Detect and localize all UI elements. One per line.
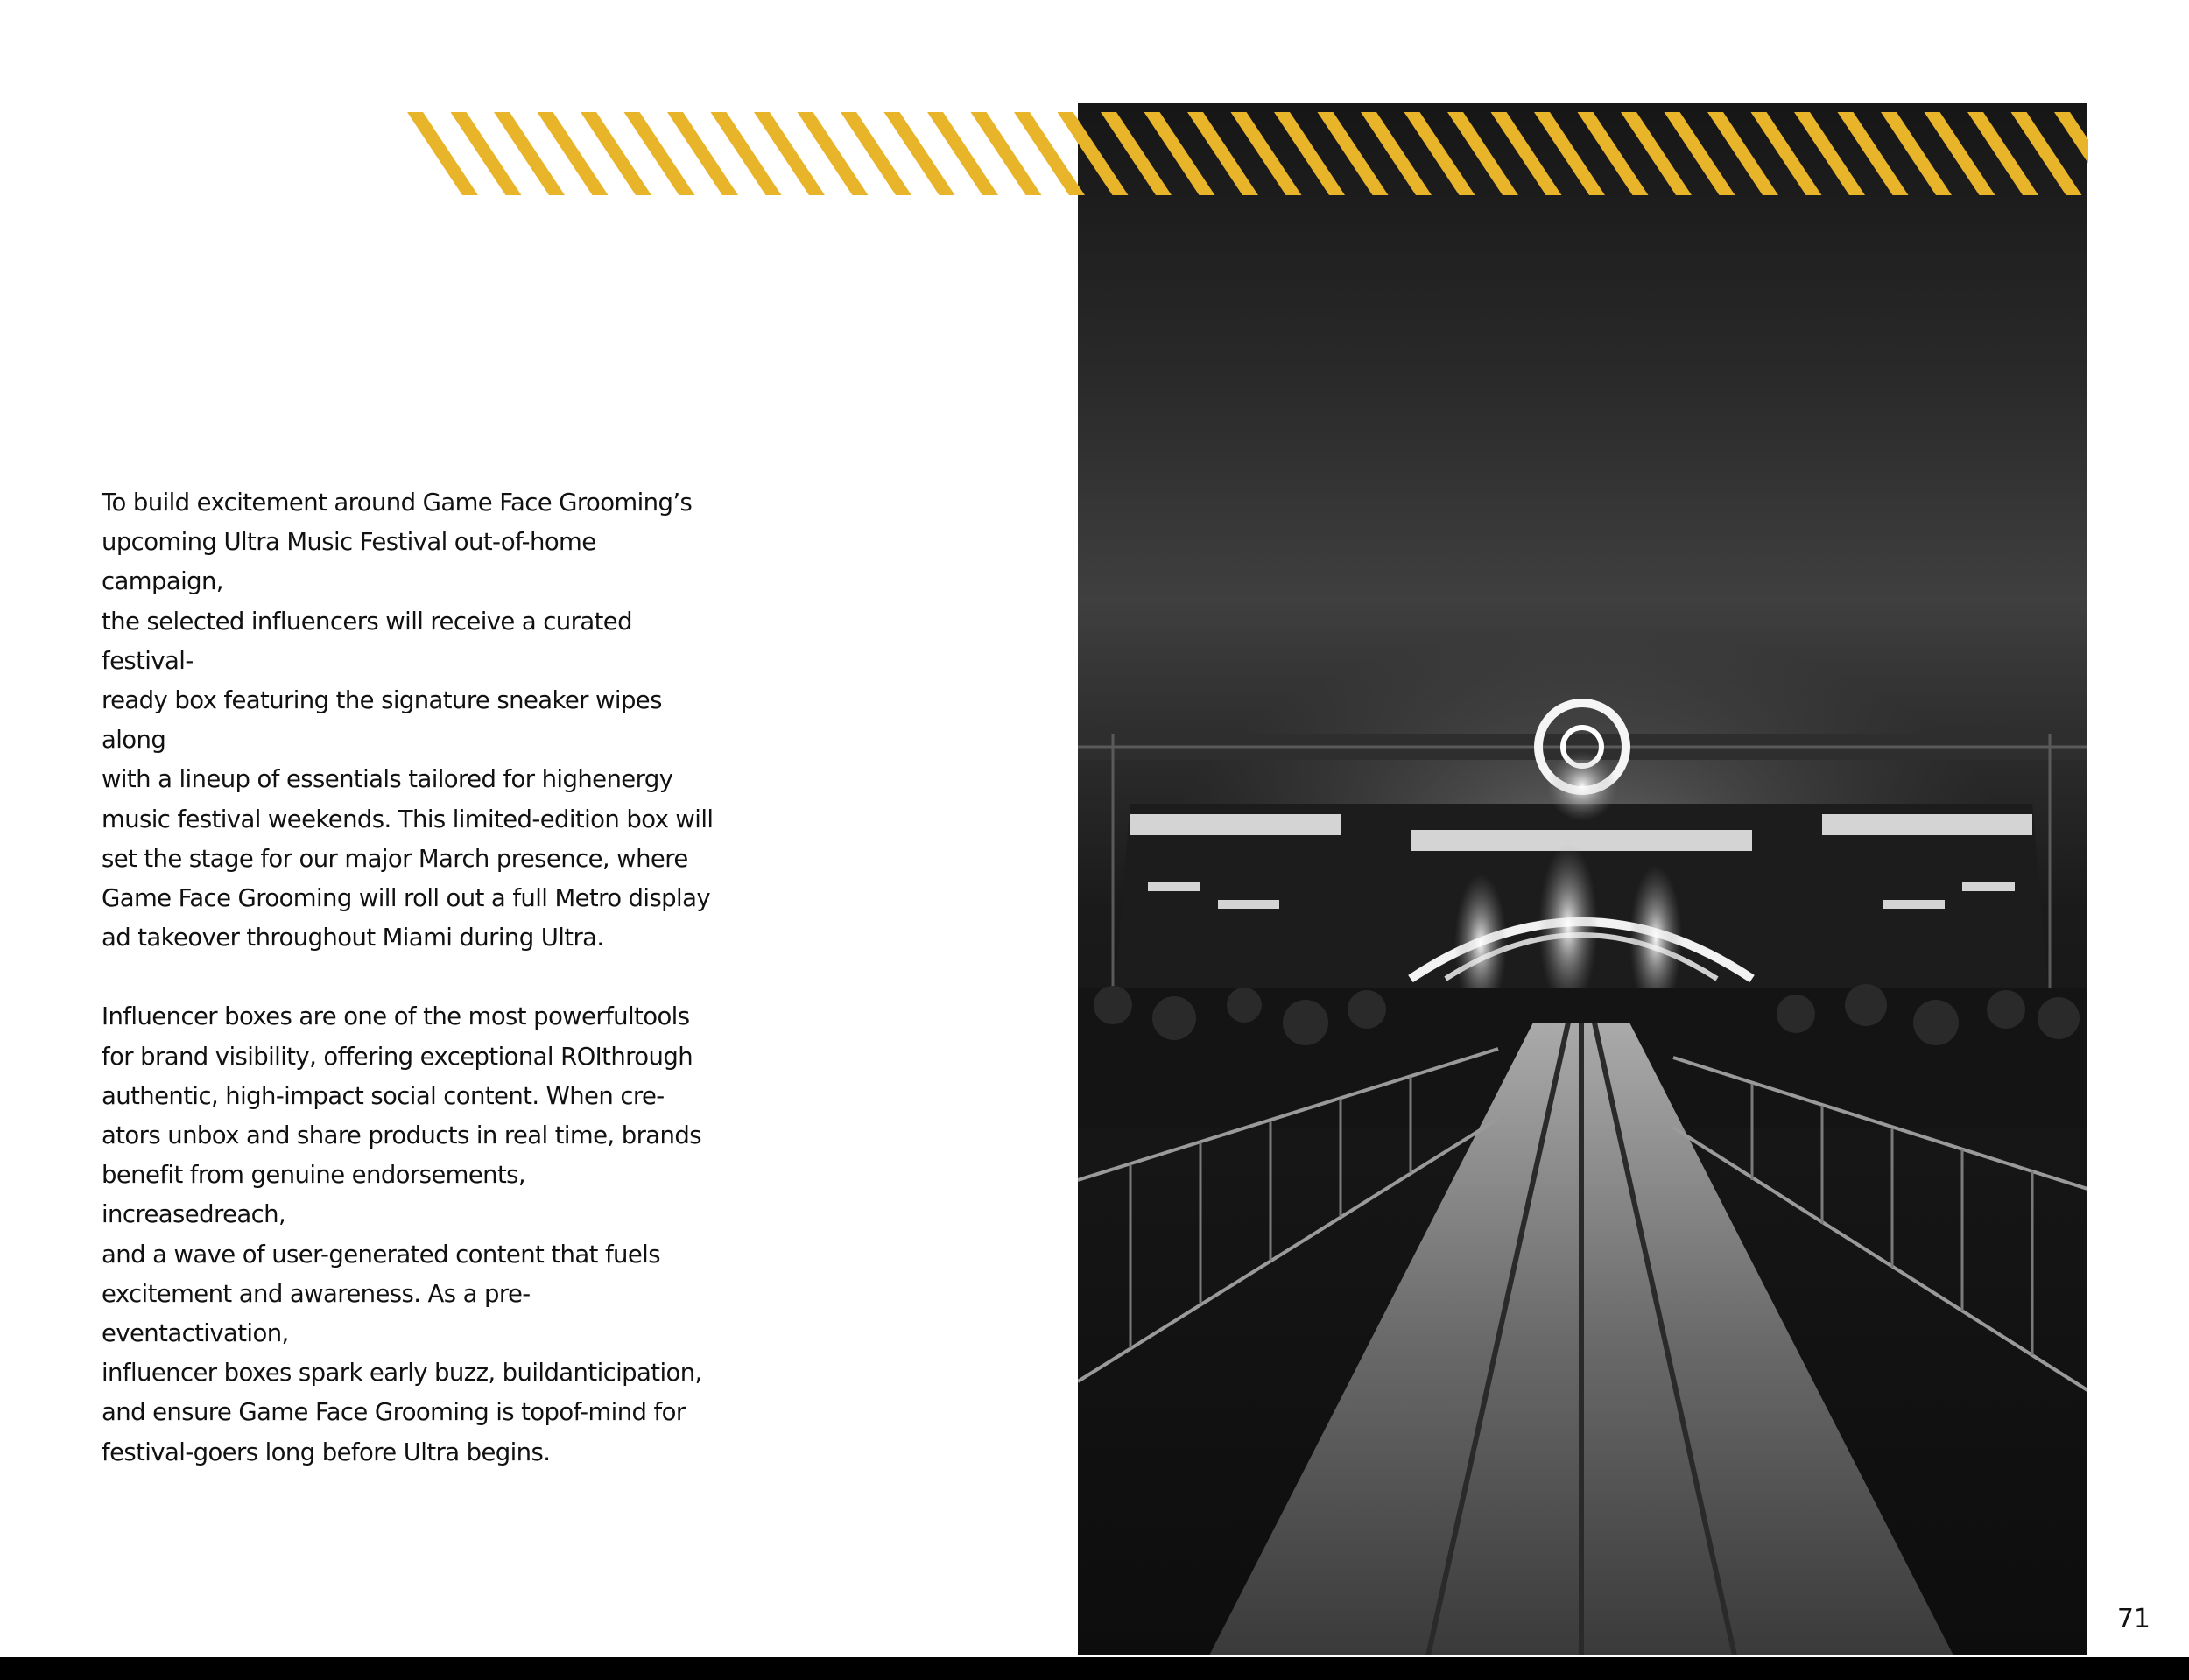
paragraph-influencer-boxes: Influencer boxes are one of the most powerfultools for brand visibility, offering exceptional ROIthrough authentic, high-impact social content. When cre- ators unbox and share products in real time, brands benefit from genuine endorsements, increasedreach, and a wave of user-generated content that fuels excitement and awareness. As a pre-eventactivation, influencer boxes spark early buzz, buildanticipation, and ensure Game Face Grooming is topof-mind for festival-goers long before Ultra begins. [102,1002,702,1466]
bottom-bar [0,1657,2189,1680]
festival-stage-photo [1078,103,2087,1655]
paragraph-intro: To build excitement around Game Face Grooming’s upcoming Ultra Music Festival out-of-home campaign, the selected influencers will receive a curated festival- ready box featuring the signature sneaker wipes along with a lineup of essentials tailored for highenergy music festival weekends. This limited-edition box will set the stage for our major March presence, where Game Face Grooming will roll out a full Metro display ad takeover throughout Miami during Ultra. [102,489,714,952]
body-copy [102,483,714,1473]
page-number: 71 [2116,1604,2150,1634]
festival-stage-illustration [1078,103,2087,1655]
yellow-hazard-stripes [403,112,2088,195]
